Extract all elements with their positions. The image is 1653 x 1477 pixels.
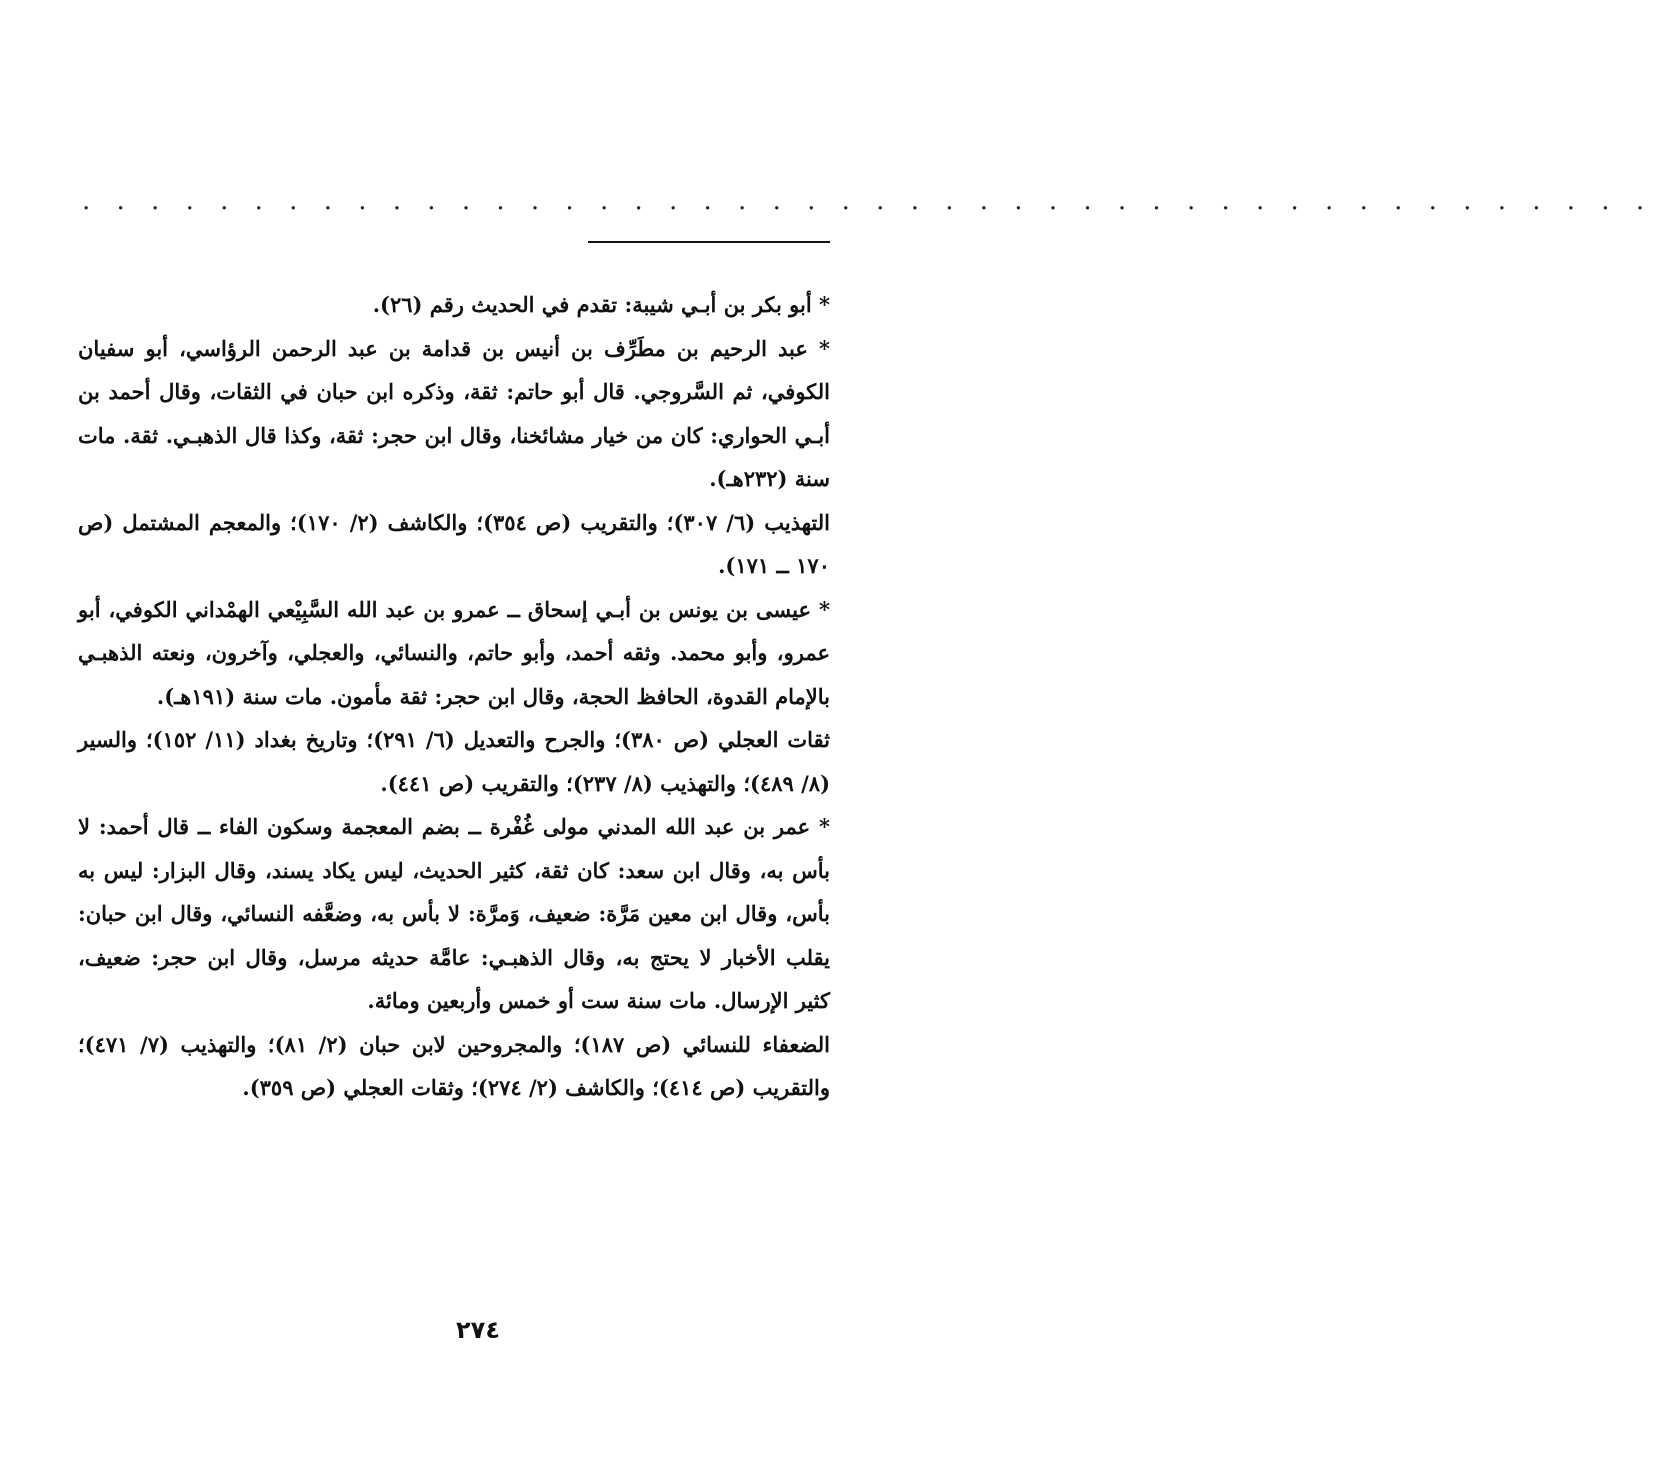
entry-abu-bakr: * أبو بكر بن أبـي شيبة: تقدم في الحديث رقم (٢٦). — [372, 292, 830, 317]
entry-umar-bin-abdullah: * عمر بن عبد الله المدني مولى غُفْرة ــ بضم المعجمة وسكون الفاء ــ قال أحمد: لا بأس به، وقال ابن سعد: كان ثقة، كثير الحديث، ليس يكاد يسند، وقال البزار: ليس به بأس، وقال ابن معين مَرَّة: ضعيف، وَمرَّة: لا بأس به، وضعَّفه النسائي، وقال ابن حبان: يقلب الأخبار لا يحتج به، وقال الذهبـي: عامَّة حديثه مرسل، وقال ابن حجر: ضعيف، كثير الإرسال. مات سنة ست أو خمس وأربعين ومائة. — [78, 814, 830, 1013]
references-abd-al-rahim: التهذيب (٦/ ٣٠٧)؛ والتقريب (ص ٣٥٤)؛ والكاشف (٢/ ١٧٠)؛ والمعجم المشتمل (ص ١٧٠ ــ ١٧١). — [78, 509, 830, 578]
references-umar-bin-abdullah: الضعفاء للنسائي (ص ١٨٧)؛ والمجروحين لابن حبان (٢/ ٨١)؛ والتهذيب (٧/ ٤٧١)؛ والتقريب (ص ٤١٤)؛ والكاشف (٢/ ٢٧٤)؛ وثقات العجلي (ص ٣٥٩). — [78, 1031, 830, 1100]
entry-isa-bin-yunus: * عيسى بن يونس بن أبـي إسحاق ــ عمرو بن عبد الله السَّبِيْعي الهمْداني الكوفي، أبو عمرو، وأبو محمد. وثقه أحمد، وأبو حاتم، والنسائي، والعجلي، وآخرون، ونعته الذهبـي بالإمام القدوة، الحافظ الحجة، وقال ابن حجر: ثقة مأمون. مات سنة (١٩١هـ). — [78, 596, 830, 709]
footnote-body — [78, 283, 830, 1110]
dotted-separator: . . . . . . . . . . . . . . . . . . . . . . . . . . . . . . . . . . . . . . . . . . . . . . — [82, 186, 1653, 216]
page-number: ٢٧٤ — [456, 1316, 500, 1344]
footnote-rule — [588, 241, 830, 243]
references-isa-bin-yunus: ثقات العجلي (ص ٣٨٠)؛ والجرح والتعديل (٦/ ٢٩١)؛ وتاريخ بغداد (١١/ ١٥٢)؛ والسير (٨/ ٤٨٩)؛ والتهذيب (٨/ ٢٣٧)؛ والتقريب (ص ٤٤١). — [78, 727, 830, 796]
entry-abd-al-rahim: * عبد الرحيم بن مطَرِّف بن أنيس بن قدامة بن عبد الرحمن الرؤاسي، أبو سفيان الكوفي، ثم السَّروجي. قال أبو حاتم: ثقة، وذكره ابن حبان في الثقات، وقال أحمد بن أبـي الحواري: كان من خيار مشائخنا، وقال ابن حجر: ثقة، وكذا قال الذهبـي. ثقة. مات سنة (٢٣٢هـ). — [78, 335, 830, 491]
